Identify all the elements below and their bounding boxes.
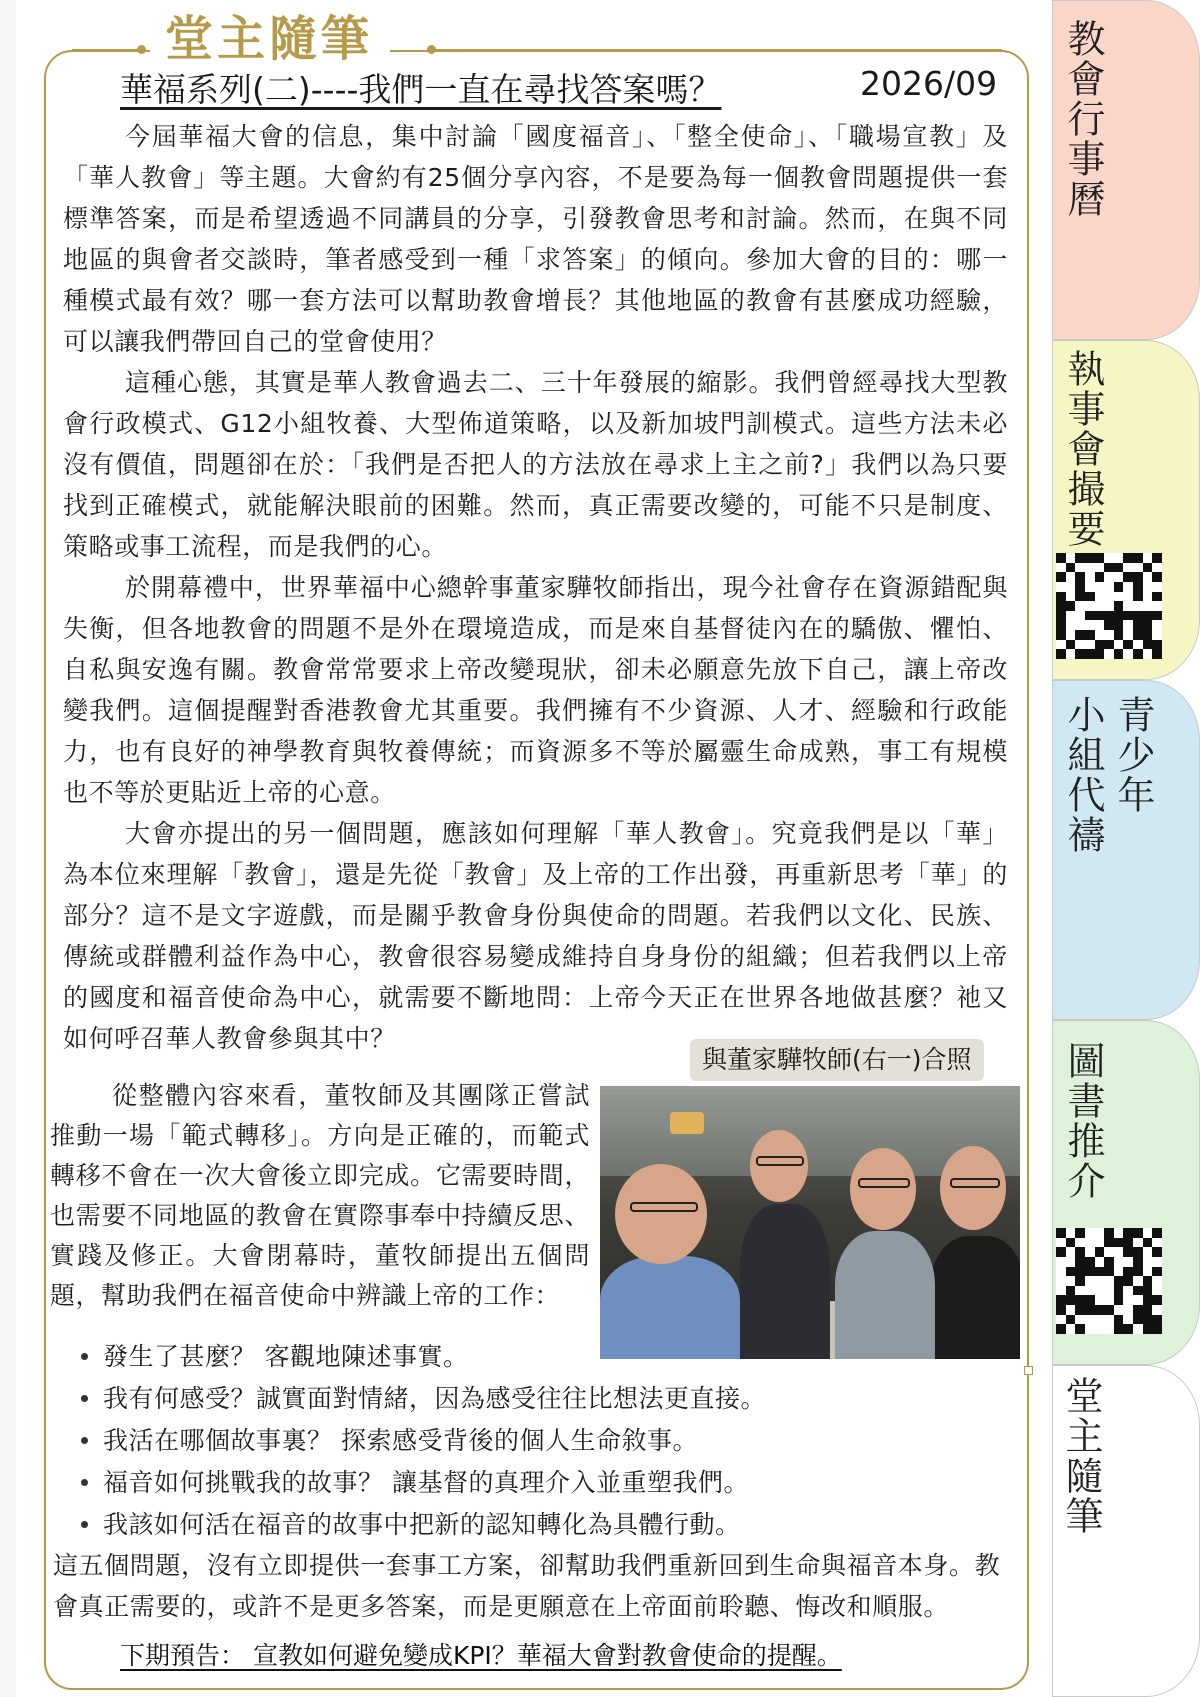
paragraph-4: 大會亦提出的另一個問題，應該如何理解「華人教會」。究竟我們是以「華」為本位來理解「教會」，還是先從「教會」及上帝的工作出發，再重新思考「華」的部分？這不是文字遊戲，而是關乎教會身份與使命的問題。若我們以文化、民族、傳統或群體利益作為中心，教會很容易變成維持自身身份的組織；但若我們以上帝的國度和福音使命為中心，就需要不斷地問：上帝今天正在世界各地做甚麼？祂又如何呼召華人教會參與其中？ bbox=[63, 819, 1008, 1053]
article-date: 2026/09 bbox=[860, 64, 998, 103]
article-title: 華福系列(二)----我們一直在尋找答案嗎？ bbox=[120, 70, 722, 109]
qr-code-icon bbox=[1056, 553, 1162, 659]
tab-church-calendar[interactable] bbox=[1052, 0, 1200, 340]
five-questions-list bbox=[75, 1336, 995, 1546]
group-photo bbox=[600, 1086, 1020, 1359]
frame-corner-marker bbox=[1024, 1366, 1033, 1375]
qr-code-icon bbox=[1056, 1228, 1162, 1334]
list-item: 我該如何活在福音的故事中把新的認知轉化為具體行動。 bbox=[75, 1504, 995, 1546]
column-title: 堂主隨筆 bbox=[165, 11, 374, 67]
paragraph-5: 從整體內容來看，董牧師及其團隊正嘗試推動一場「範式轉移」。方向是正確的，而範式轉移不會在一次大會後立即完成。它需要時間，也需要不同地區的教會在實際事奉中持續反思、實踐及修正。大會閉幕時，董牧師提出五個問題，幫助我們在福音使命中辨識上帝的工作： bbox=[50, 1081, 590, 1310]
tab-label: 堂主隨筆 bbox=[1059, 1376, 1103, 1536]
paragraph-2: 這種心態，其實是華人教會過去二、三十年發展的縮影。我們曾經尋找大型教會行政模式、G12小組牧養、大型佈道策略，以及新加坡門訓模式。這些方法未必沒有價值，問題卻在於：「我們是否把人的方法放在尋求上主之前?」我們以為只要找到正確模式，就能解決眼前的困難。然而，真正需要改變的，可能不只是制度、策略或事工流程，而是我們的心。 bbox=[63, 368, 1008, 561]
next-issue-preview: 下期預告： 宣教如何避免變成KPI？華福大會對教會使命的提醒。 bbox=[120, 1641, 842, 1670]
tab-label-groups: 小組代禱 bbox=[1061, 695, 1105, 855]
list-item: 福音如何挑戰我的故事？ 讓基督的真理介入並重塑我們。 bbox=[75, 1462, 995, 1504]
ornament-dot bbox=[137, 45, 146, 54]
list-item: 發生了甚麼？ 客觀地陳述事實。 bbox=[75, 1336, 995, 1378]
closing-paragraph: 這五個問題，沒有立即提供一套事工方案，卻幫助我們重新回到生命與福音本身。教會真正需要的，或許不是更多答案，而是更願意在上帝面前聆聽、悔改和順服。 bbox=[53, 1551, 1001, 1621]
tab-pastor-column[interactable] bbox=[1052, 1365, 1200, 1697]
tab-label-youth: 青少年 bbox=[1111, 695, 1155, 815]
tab-label: 教會行事曆 bbox=[1061, 19, 1105, 219]
paragraph-3: 於開幕禮中，世界華福中心總幹事董家驊牧師指出，現今社會存在資源錯配與失衡，但各地教會的問題不是外在環境造成，而是來自基督徒內在的驕傲、懼怕、自私與安逸有關。教會常常要求上帝改變現狀，卻未必願意先放下自己，讓上帝改變我們。這個提醒對香港教會尤其重要。我們擁有不少資源、人才、經驗和行政能力，也有良好的神學教育與牧養傳統；而資源多不等於屬靈生命成熟，事工有規模也不等於更貼近上帝的心意。 bbox=[63, 573, 1008, 807]
list-item: 我活在哪個故事裏？ 探索感受背後的個人生命敘事。 bbox=[75, 1420, 995, 1462]
tab-label: 執事會撮要 bbox=[1061, 349, 1105, 549]
ornament-dot bbox=[427, 45, 436, 54]
frame-rule-left bbox=[72, 49, 142, 51]
tab-deacon-summary[interactable] bbox=[1052, 340, 1200, 680]
paragraph-1: 今屆華福大會的信息，集中討論「國度福音」、「整全使命」、「職場宣教」及「華人教會」等主題。大會約有25個分享內容，不是要為每一個教會問題提供一套標準答案，而是希望透過不同講員的分享，引發教會思考和討論。然而，在與不同地區的與會者交談時，筆者感受到一種「求答案」的傾向。參加大會的目的：哪一種模式最有效？哪一套方法可以幫助教會增長？其他地區的教會有甚麼成功經驗，可以讓我們帶回自己的堂會使用？ bbox=[63, 122, 1008, 356]
photo-caption: 與董家驊牧師(右一)合照 bbox=[690, 1039, 984, 1081]
article-headline bbox=[120, 64, 998, 111]
tab-book-recommend[interactable] bbox=[1052, 1020, 1200, 1365]
left-margin-strip bbox=[0, 0, 16, 1697]
tab-label: 圖書推介 bbox=[1061, 1041, 1105, 1201]
frame-rule-right bbox=[432, 49, 1002, 51]
tab-prayer-groups[interactable] bbox=[1052, 680, 1200, 1020]
list-item: 我有何感受？誠實面對情緒，因為感受往往比想法更直接。 bbox=[75, 1378, 995, 1420]
